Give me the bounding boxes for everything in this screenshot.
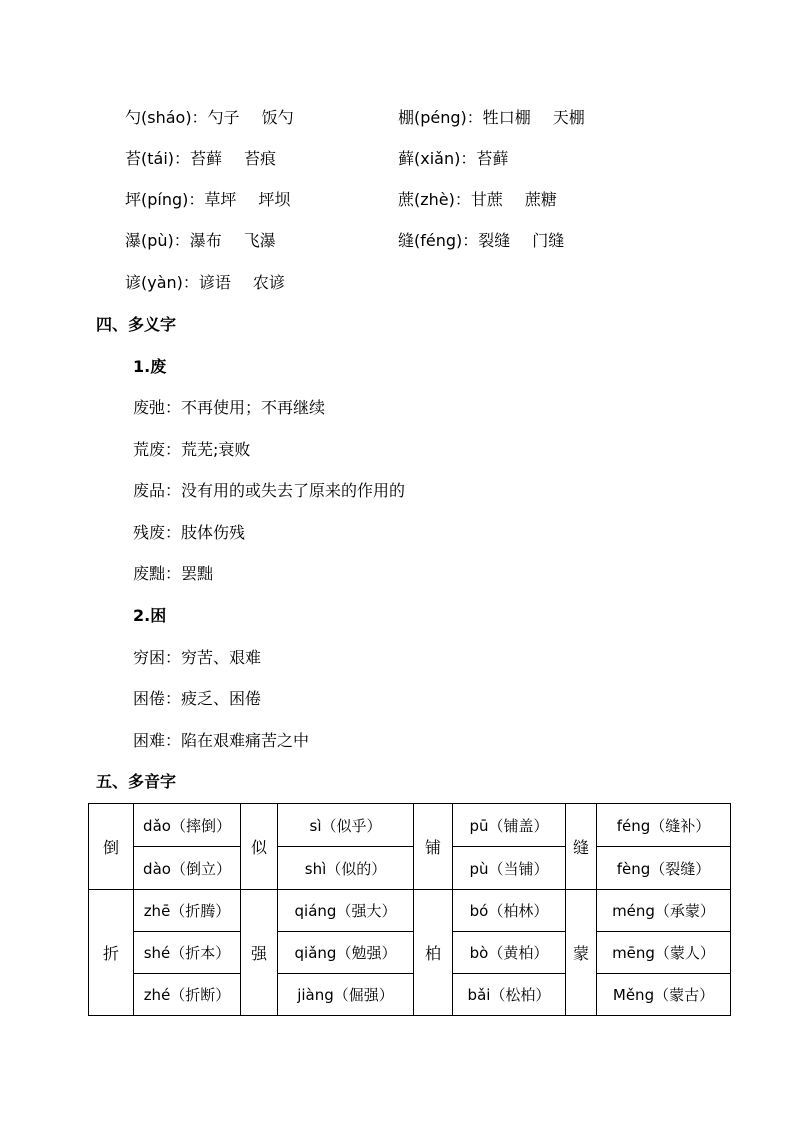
reading-cell: qiáng（强大） [278,890,414,932]
reading-cell: shì（似的） [278,847,414,890]
reading-cell: fèng（裂缝） [597,847,731,890]
reading-cell: bó（柏林） [453,890,566,932]
reading-cell: zhē（折腾） [134,890,241,932]
word-entry-extra: 坪坝 [258,190,291,209]
table-row [89,890,731,932]
word-entry-extra: 蔗糖 [524,190,557,209]
definition-item: 困倦：疲乏、困倦 [133,689,262,708]
reading-cell: Měng（蒙古） [597,974,731,1016]
word-entry: 谚(yàn)：谚语 [125,273,231,292]
reading-cell: méng（承蒙） [597,890,731,932]
definition-item: 残废：肢体伤残 [133,523,246,542]
table-row [89,847,731,890]
word-entry-extra: 饭勺 [261,108,294,127]
word-item [398,190,557,210]
reading-cell: jiàng（倔强） [278,974,414,1016]
reading-cell: mēng（蒙人） [597,932,731,974]
word-entry: 蔗(zhè)：甘蔗 [398,190,503,209]
reading-cell: bò（黄柏） [453,932,566,974]
definition-item: 废弛：不再使用；不再继续 [133,398,326,417]
char-cell: 蒙 [566,890,597,1016]
word-entry: 缝(féng)：裂缝 [398,231,511,250]
char-cell: 铺 [414,804,453,890]
table-row [89,974,731,1016]
definition-item: 穷困：穷苦、艰难 [133,648,262,667]
reading-cell: pù（当铺） [453,847,566,890]
word-entry-extra: 农谚 [252,273,285,292]
char-cell: 折 [89,890,134,1016]
reading-cell: dào（倒立） [134,847,241,890]
group-title: 1.废 [133,357,167,376]
word-item [125,149,276,169]
table-row [89,932,731,974]
definition-item: 废黜：罢黜 [133,564,214,583]
char-cell: 柏 [414,890,453,1016]
reading-cell: shé（折本） [134,932,241,974]
word-entry: 勺(sháo)：勺子 [125,108,240,127]
word-entry: 瀑(pù)：瀑布 [125,231,222,250]
definition-item: 废品：没有用的或失去了原来的作用的 [133,481,406,500]
reading-cell: sì（似乎） [278,804,414,847]
reading-cell: bǎi（松柏） [453,974,566,1016]
char-cell: 似 [241,804,278,890]
word-item [125,231,276,251]
reading-cell: zhé（折断） [134,974,241,1016]
word-entry: 棚(péng)：牲口棚 [398,108,531,127]
reading-cell: féng（缝补） [597,804,731,847]
word-entry: 坪(píng)：草坪 [125,190,237,209]
word-entry-extra: 门缝 [532,231,565,250]
word-item [125,190,290,210]
char-cell: 强 [241,890,278,1016]
definition-item: 困难：陷在艰难痛苦之中 [133,731,310,750]
group-title: 2.困 [133,606,167,625]
char-cell: 倒 [89,804,134,890]
word-entry-extra: 飞瀑 [243,231,276,250]
reading-cell: qiǎng（勉强） [278,932,414,974]
word-item [398,231,564,251]
word-entry-extra: 苔痕 [244,149,277,168]
section-heading: 四、多义字 [96,315,177,334]
word-item [398,108,585,128]
reading-cell: pū（铺盖） [453,804,566,847]
word-entry: 藓(xiǎn)：苔藓 [398,149,509,168]
section-heading: 五、多音字 [96,772,177,791]
char-cell: 缝 [566,804,597,890]
word-item [125,273,285,293]
word-entry-extra: 天棚 [552,108,585,127]
table-row [89,804,731,847]
word-item [125,108,294,128]
reading-cell: dǎo（摔倒） [134,804,241,847]
word-item [398,149,508,169]
definition-item: 荒废：荒芜;衰败 [133,440,251,459]
word-entry: 苔(tái)：苔藓 [125,149,223,168]
polyphone-table [88,803,731,1016]
